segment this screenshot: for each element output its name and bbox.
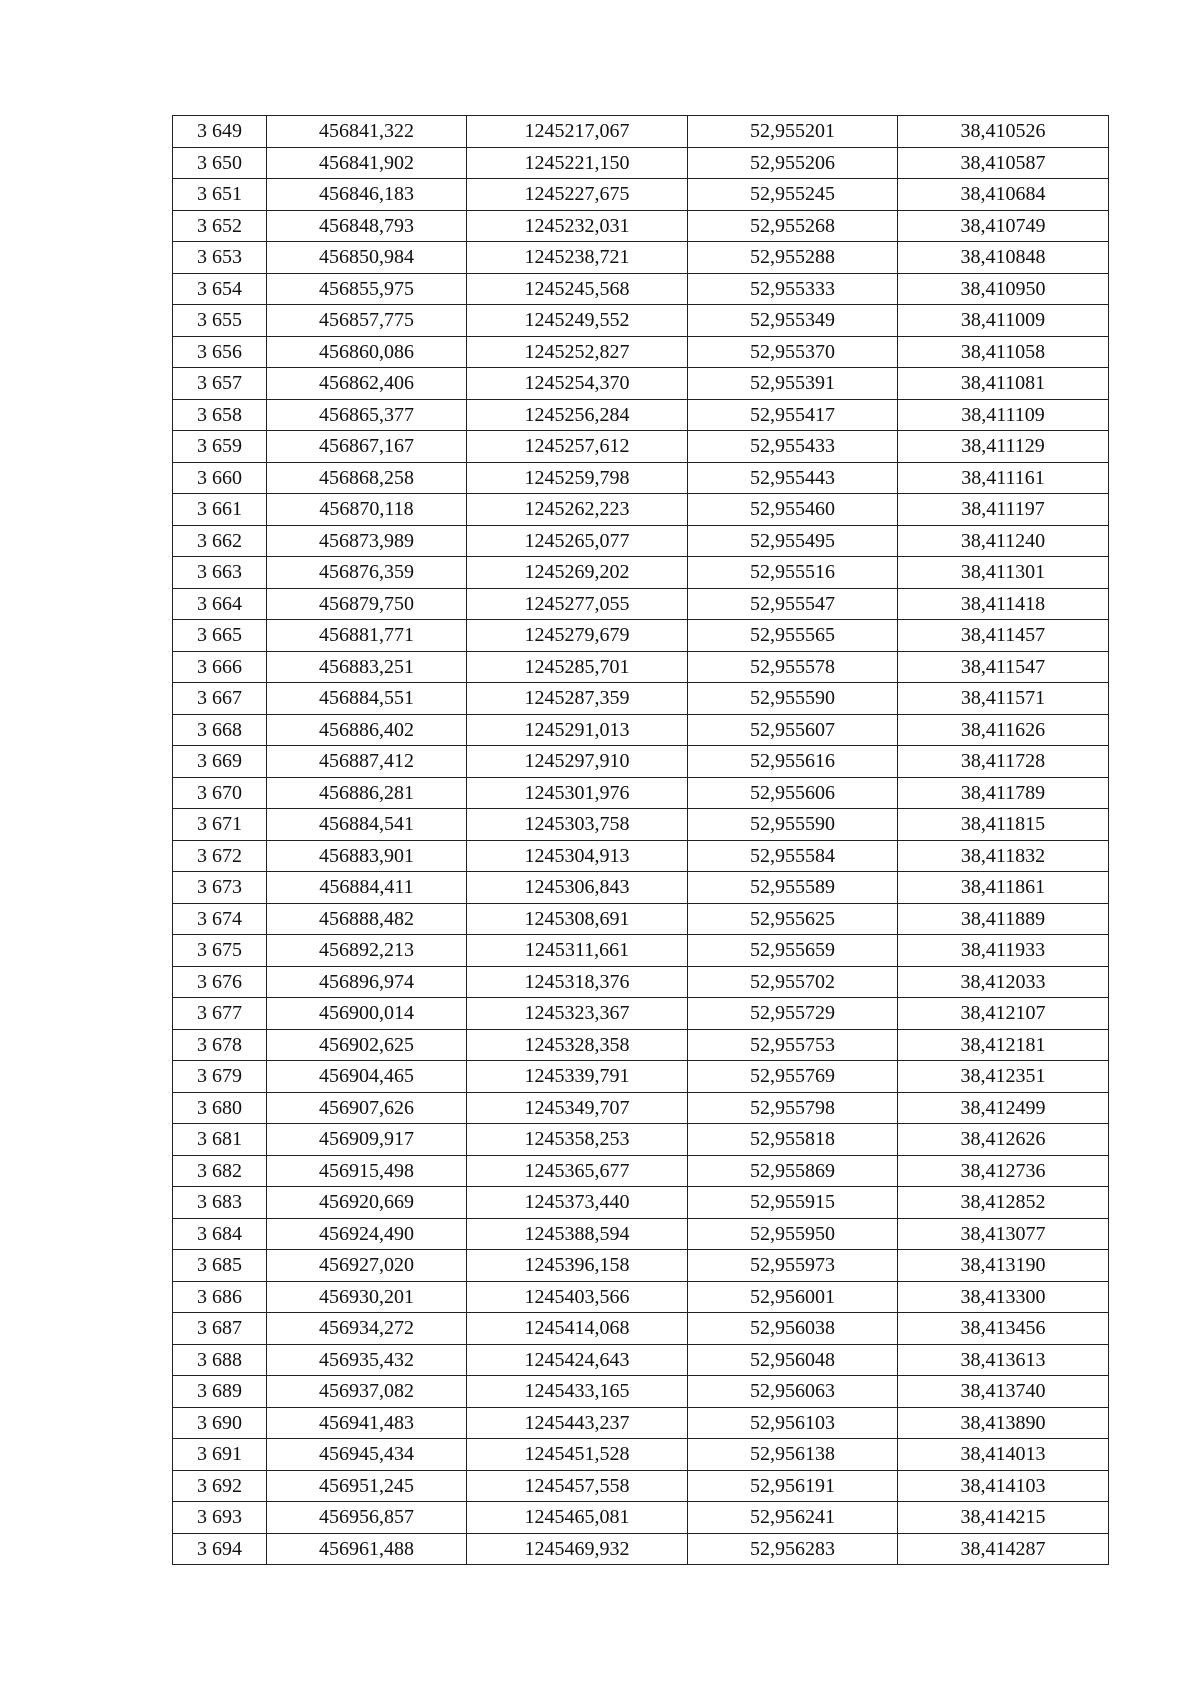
x-coordinate-cell: 456876,359 [267, 557, 467, 589]
y-coordinate-cell: 1245265,077 [467, 525, 688, 557]
longitude-cell: 38,413613 [898, 1344, 1109, 1376]
point-number-cell: 3 670 [173, 777, 267, 809]
latitude-cell: 52,955625 [688, 903, 898, 935]
point-number-cell: 3 658 [173, 399, 267, 431]
longitude-cell: 38,414287 [898, 1533, 1109, 1565]
table-row [173, 746, 1109, 778]
y-coordinate-cell: 1245301,976 [467, 777, 688, 809]
point-number-cell: 3 659 [173, 431, 267, 463]
point-number-cell: 3 679 [173, 1061, 267, 1093]
table-row [173, 809, 1109, 841]
point-number-cell: 3 687 [173, 1313, 267, 1345]
longitude-cell: 38,411129 [898, 431, 1109, 463]
point-number-cell: 3 654 [173, 273, 267, 305]
x-coordinate-cell: 456879,750 [267, 588, 467, 620]
x-coordinate-cell: 456862,406 [267, 368, 467, 400]
point-number-cell: 3 651 [173, 179, 267, 211]
latitude-cell: 52,955460 [688, 494, 898, 526]
y-coordinate-cell: 1245303,758 [467, 809, 688, 841]
latitude-cell: 52,956048 [688, 1344, 898, 1376]
point-number-cell: 3 684 [173, 1218, 267, 1250]
y-coordinate-cell: 1245259,798 [467, 462, 688, 494]
longitude-cell: 38,411815 [898, 809, 1109, 841]
y-coordinate-cell: 1245311,661 [467, 935, 688, 967]
y-coordinate-cell: 1245388,594 [467, 1218, 688, 1250]
table-row [173, 305, 1109, 337]
longitude-cell: 38,412181 [898, 1029, 1109, 1061]
longitude-cell: 38,412033 [898, 966, 1109, 998]
y-coordinate-cell: 1245252,827 [467, 336, 688, 368]
x-coordinate-cell: 456935,432 [267, 1344, 467, 1376]
point-number-cell: 3 669 [173, 746, 267, 778]
point-number-cell: 3 671 [173, 809, 267, 841]
x-coordinate-cell: 456887,412 [267, 746, 467, 778]
y-coordinate-cell: 1245465,081 [467, 1502, 688, 1534]
point-number-cell: 3 691 [173, 1439, 267, 1471]
table-row [173, 1124, 1109, 1156]
latitude-cell: 52,955584 [688, 840, 898, 872]
x-coordinate-cell: 456860,086 [267, 336, 467, 368]
point-number-cell: 3 683 [173, 1187, 267, 1219]
latitude-cell: 52,955288 [688, 242, 898, 274]
latitude-cell: 52,956241 [688, 1502, 898, 1534]
latitude-cell: 52,955659 [688, 935, 898, 967]
table-row [173, 840, 1109, 872]
table-row [173, 1313, 1109, 1345]
table-row [173, 1344, 1109, 1376]
x-coordinate-cell: 456900,014 [267, 998, 467, 1030]
table-row [173, 494, 1109, 526]
longitude-cell: 38,412499 [898, 1092, 1109, 1124]
latitude-cell: 52,956191 [688, 1470, 898, 1502]
table-row [173, 525, 1109, 557]
latitude-cell: 52,955245 [688, 179, 898, 211]
y-coordinate-cell: 1245349,707 [467, 1092, 688, 1124]
x-coordinate-cell: 456868,258 [267, 462, 467, 494]
longitude-cell: 38,412351 [898, 1061, 1109, 1093]
table-row [173, 1470, 1109, 1502]
x-coordinate-cell: 456865,377 [267, 399, 467, 431]
point-number-cell: 3 685 [173, 1250, 267, 1282]
x-coordinate-cell: 456934,272 [267, 1313, 467, 1345]
longitude-cell: 38,410950 [898, 273, 1109, 305]
table-row [173, 1376, 1109, 1408]
latitude-cell: 52,955798 [688, 1092, 898, 1124]
latitude-cell: 52,955417 [688, 399, 898, 431]
longitude-cell: 38,414013 [898, 1439, 1109, 1471]
point-number-cell: 3 655 [173, 305, 267, 337]
y-coordinate-cell: 1245403,566 [467, 1281, 688, 1313]
longitude-cell: 38,410587 [898, 147, 1109, 179]
latitude-cell: 52,955915 [688, 1187, 898, 1219]
point-number-cell: 3 653 [173, 242, 267, 274]
x-coordinate-cell: 456883,901 [267, 840, 467, 872]
point-number-cell: 3 680 [173, 1092, 267, 1124]
latitude-cell: 52,955433 [688, 431, 898, 463]
x-coordinate-cell: 456841,902 [267, 147, 467, 179]
latitude-cell: 52,955370 [688, 336, 898, 368]
point-number-cell: 3 681 [173, 1124, 267, 1156]
y-coordinate-cell: 1245451,528 [467, 1439, 688, 1471]
longitude-cell: 38,413190 [898, 1250, 1109, 1282]
table-row [173, 1218, 1109, 1250]
point-number-cell: 3 649 [173, 116, 267, 148]
x-coordinate-cell: 456886,281 [267, 777, 467, 809]
longitude-cell: 38,411109 [898, 399, 1109, 431]
x-coordinate-cell: 456920,669 [267, 1187, 467, 1219]
x-coordinate-cell: 456886,402 [267, 714, 467, 746]
latitude-cell: 52,955729 [688, 998, 898, 1030]
x-coordinate-cell: 456881,771 [267, 620, 467, 652]
table-row [173, 242, 1109, 274]
longitude-cell: 38,413077 [898, 1218, 1109, 1250]
longitude-cell: 38,410749 [898, 210, 1109, 242]
x-coordinate-cell: 456951,245 [267, 1470, 467, 1502]
x-coordinate-cell: 456915,498 [267, 1155, 467, 1187]
latitude-cell: 52,955589 [688, 872, 898, 904]
x-coordinate-cell: 456884,551 [267, 683, 467, 715]
x-coordinate-cell: 456867,167 [267, 431, 467, 463]
latitude-cell: 52,955950 [688, 1218, 898, 1250]
table-row [173, 1187, 1109, 1219]
point-number-cell: 3 678 [173, 1029, 267, 1061]
longitude-cell: 38,413740 [898, 1376, 1109, 1408]
x-coordinate-cell: 456870,118 [267, 494, 467, 526]
y-coordinate-cell: 1245291,013 [467, 714, 688, 746]
table-row [173, 1061, 1109, 1093]
latitude-cell: 52,955268 [688, 210, 898, 242]
x-coordinate-cell: 456909,917 [267, 1124, 467, 1156]
x-coordinate-cell: 456884,411 [267, 872, 467, 904]
latitude-cell: 52,955547 [688, 588, 898, 620]
x-coordinate-cell: 456945,434 [267, 1439, 467, 1471]
point-number-cell: 3 652 [173, 210, 267, 242]
latitude-cell: 52,955443 [688, 462, 898, 494]
coordinates-table [172, 115, 1109, 1565]
longitude-cell: 38,413890 [898, 1407, 1109, 1439]
latitude-cell: 52,955201 [688, 116, 898, 148]
y-coordinate-cell: 1245285,701 [467, 651, 688, 683]
longitude-cell: 38,411889 [898, 903, 1109, 935]
x-coordinate-cell: 456961,488 [267, 1533, 467, 1565]
x-coordinate-cell: 456873,989 [267, 525, 467, 557]
y-coordinate-cell: 1245257,612 [467, 431, 688, 463]
x-coordinate-cell: 456850,984 [267, 242, 467, 274]
table-row [173, 935, 1109, 967]
y-coordinate-cell: 1245277,055 [467, 588, 688, 620]
latitude-cell: 52,955616 [688, 746, 898, 778]
longitude-cell: 38,411009 [898, 305, 1109, 337]
x-coordinate-cell: 456924,490 [267, 1218, 467, 1250]
y-coordinate-cell: 1245308,691 [467, 903, 688, 935]
point-number-cell: 3 661 [173, 494, 267, 526]
table-row [173, 1250, 1109, 1282]
x-coordinate-cell: 456892,213 [267, 935, 467, 967]
point-number-cell: 3 686 [173, 1281, 267, 1313]
point-number-cell: 3 689 [173, 1376, 267, 1408]
y-coordinate-cell: 1245339,791 [467, 1061, 688, 1093]
longitude-cell: 38,412736 [898, 1155, 1109, 1187]
table-row [173, 557, 1109, 589]
x-coordinate-cell: 456927,020 [267, 1250, 467, 1282]
y-coordinate-cell: 1245287,359 [467, 683, 688, 715]
longitude-cell: 38,411081 [898, 368, 1109, 400]
longitude-cell: 38,413456 [898, 1313, 1109, 1345]
point-number-cell: 3 672 [173, 840, 267, 872]
y-coordinate-cell: 1245358,253 [467, 1124, 688, 1156]
table-row [173, 1533, 1109, 1565]
latitude-cell: 52,955590 [688, 809, 898, 841]
longitude-cell: 38,411058 [898, 336, 1109, 368]
longitude-cell: 38,411789 [898, 777, 1109, 809]
x-coordinate-cell: 456848,793 [267, 210, 467, 242]
longitude-cell: 38,411861 [898, 872, 1109, 904]
y-coordinate-cell: 1245279,679 [467, 620, 688, 652]
point-number-cell: 3 677 [173, 998, 267, 1030]
y-coordinate-cell: 1245469,932 [467, 1533, 688, 1565]
table-row [173, 399, 1109, 431]
latitude-cell: 52,955606 [688, 777, 898, 809]
latitude-cell: 52,956063 [688, 1376, 898, 1408]
y-coordinate-cell: 1245238,721 [467, 242, 688, 274]
point-number-cell: 3 657 [173, 368, 267, 400]
x-coordinate-cell: 456902,625 [267, 1029, 467, 1061]
table-row [173, 273, 1109, 305]
point-number-cell: 3 664 [173, 588, 267, 620]
point-number-cell: 3 673 [173, 872, 267, 904]
y-coordinate-cell: 1245269,202 [467, 557, 688, 589]
table-row [173, 462, 1109, 494]
y-coordinate-cell: 1245323,367 [467, 998, 688, 1030]
point-number-cell: 3 668 [173, 714, 267, 746]
point-number-cell: 3 682 [173, 1155, 267, 1187]
x-coordinate-cell: 456937,082 [267, 1376, 467, 1408]
x-coordinate-cell: 456888,482 [267, 903, 467, 935]
longitude-cell: 38,410848 [898, 242, 1109, 274]
point-number-cell: 3 665 [173, 620, 267, 652]
x-coordinate-cell: 456884,541 [267, 809, 467, 841]
point-number-cell: 3 674 [173, 903, 267, 935]
y-coordinate-cell: 1245232,031 [467, 210, 688, 242]
point-number-cell: 3 656 [173, 336, 267, 368]
latitude-cell: 52,955607 [688, 714, 898, 746]
point-number-cell: 3 688 [173, 1344, 267, 1376]
latitude-cell: 52,955391 [688, 368, 898, 400]
y-coordinate-cell: 1245262,223 [467, 494, 688, 526]
point-number-cell: 3 667 [173, 683, 267, 715]
y-coordinate-cell: 1245254,370 [467, 368, 688, 400]
table-row [173, 210, 1109, 242]
point-number-cell: 3 663 [173, 557, 267, 589]
y-coordinate-cell: 1245304,913 [467, 840, 688, 872]
table-row [173, 368, 1109, 400]
table-row [173, 147, 1109, 179]
longitude-cell: 38,414103 [898, 1470, 1109, 1502]
table-row [173, 903, 1109, 935]
latitude-cell: 52,955869 [688, 1155, 898, 1187]
y-coordinate-cell: 1245457,558 [467, 1470, 688, 1502]
table-row [173, 179, 1109, 211]
point-number-cell: 3 662 [173, 525, 267, 557]
longitude-cell: 38,411832 [898, 840, 1109, 872]
point-number-cell: 3 660 [173, 462, 267, 494]
y-coordinate-cell: 1245227,675 [467, 179, 688, 211]
y-coordinate-cell: 1245217,067 [467, 116, 688, 148]
table-row [173, 683, 1109, 715]
y-coordinate-cell: 1245443,237 [467, 1407, 688, 1439]
y-coordinate-cell: 1245365,677 [467, 1155, 688, 1187]
table-row [173, 1281, 1109, 1313]
y-coordinate-cell: 1245433,165 [467, 1376, 688, 1408]
point-number-cell: 3 692 [173, 1470, 267, 1502]
latitude-cell: 52,955769 [688, 1061, 898, 1093]
longitude-cell: 38,413300 [898, 1281, 1109, 1313]
longitude-cell: 38,411197 [898, 494, 1109, 526]
table-row [173, 777, 1109, 809]
latitude-cell: 52,956001 [688, 1281, 898, 1313]
longitude-cell: 38,411161 [898, 462, 1109, 494]
table-row [173, 1155, 1109, 1187]
table-row [173, 872, 1109, 904]
y-coordinate-cell: 1245249,552 [467, 305, 688, 337]
table-row [173, 588, 1109, 620]
x-coordinate-cell: 456941,483 [267, 1407, 467, 1439]
x-coordinate-cell: 456857,775 [267, 305, 467, 337]
latitude-cell: 52,956138 [688, 1439, 898, 1471]
latitude-cell: 52,955516 [688, 557, 898, 589]
coordinates-table-body [173, 116, 1109, 1565]
longitude-cell: 38,411547 [898, 651, 1109, 683]
x-coordinate-cell: 456883,251 [267, 651, 467, 683]
y-coordinate-cell: 1245297,910 [467, 746, 688, 778]
point-number-cell: 3 676 [173, 966, 267, 998]
y-coordinate-cell: 1245328,358 [467, 1029, 688, 1061]
table-row [173, 1502, 1109, 1534]
latitude-cell: 52,955349 [688, 305, 898, 337]
table-row [173, 714, 1109, 746]
point-number-cell: 3 675 [173, 935, 267, 967]
longitude-cell: 38,411933 [898, 935, 1109, 967]
table-row [173, 651, 1109, 683]
x-coordinate-cell: 456846,183 [267, 179, 467, 211]
table-row [173, 1092, 1109, 1124]
point-number-cell: 3 694 [173, 1533, 267, 1565]
latitude-cell: 52,955578 [688, 651, 898, 683]
table-row [173, 116, 1109, 148]
table-row [173, 966, 1109, 998]
table-row [173, 1439, 1109, 1471]
longitude-cell: 38,412626 [898, 1124, 1109, 1156]
longitude-cell: 38,412852 [898, 1187, 1109, 1219]
latitude-cell: 52,955818 [688, 1124, 898, 1156]
longitude-cell: 38,412107 [898, 998, 1109, 1030]
point-number-cell: 3 690 [173, 1407, 267, 1439]
table-row [173, 1407, 1109, 1439]
x-coordinate-cell: 456930,201 [267, 1281, 467, 1313]
table-row [173, 431, 1109, 463]
longitude-cell: 38,411301 [898, 557, 1109, 589]
latitude-cell: 52,955702 [688, 966, 898, 998]
longitude-cell: 38,411240 [898, 525, 1109, 557]
latitude-cell: 52,956103 [688, 1407, 898, 1439]
y-coordinate-cell: 1245318,376 [467, 966, 688, 998]
longitude-cell: 38,411728 [898, 746, 1109, 778]
longitude-cell: 38,411418 [898, 588, 1109, 620]
latitude-cell: 52,955590 [688, 683, 898, 715]
latitude-cell: 52,955206 [688, 147, 898, 179]
y-coordinate-cell: 1245245,568 [467, 273, 688, 305]
latitude-cell: 52,955753 [688, 1029, 898, 1061]
table-row [173, 336, 1109, 368]
table-row [173, 998, 1109, 1030]
y-coordinate-cell: 1245306,843 [467, 872, 688, 904]
x-coordinate-cell: 456896,974 [267, 966, 467, 998]
longitude-cell: 38,410684 [898, 179, 1109, 211]
y-coordinate-cell: 1245414,068 [467, 1313, 688, 1345]
x-coordinate-cell: 456855,975 [267, 273, 467, 305]
y-coordinate-cell: 1245424,643 [467, 1344, 688, 1376]
longitude-cell: 38,411571 [898, 683, 1109, 715]
point-number-cell: 3 650 [173, 147, 267, 179]
y-coordinate-cell: 1245396,158 [467, 1250, 688, 1282]
latitude-cell: 52,955565 [688, 620, 898, 652]
longitude-cell: 38,411457 [898, 620, 1109, 652]
point-number-cell: 3 666 [173, 651, 267, 683]
longitude-cell: 38,410526 [898, 116, 1109, 148]
x-coordinate-cell: 456904,465 [267, 1061, 467, 1093]
latitude-cell: 52,956283 [688, 1533, 898, 1565]
y-coordinate-cell: 1245373,440 [467, 1187, 688, 1219]
longitude-cell: 38,414215 [898, 1502, 1109, 1534]
latitude-cell: 52,955973 [688, 1250, 898, 1282]
table-row [173, 620, 1109, 652]
latitude-cell: 52,955495 [688, 525, 898, 557]
table-row [173, 1029, 1109, 1061]
latitude-cell: 52,955333 [688, 273, 898, 305]
x-coordinate-cell: 456956,857 [267, 1502, 467, 1534]
point-number-cell: 3 693 [173, 1502, 267, 1534]
y-coordinate-cell: 1245221,150 [467, 147, 688, 179]
latitude-cell: 52,956038 [688, 1313, 898, 1345]
y-coordinate-cell: 1245256,284 [467, 399, 688, 431]
longitude-cell: 38,411626 [898, 714, 1109, 746]
x-coordinate-cell: 456841,322 [267, 116, 467, 148]
x-coordinate-cell: 456907,626 [267, 1092, 467, 1124]
